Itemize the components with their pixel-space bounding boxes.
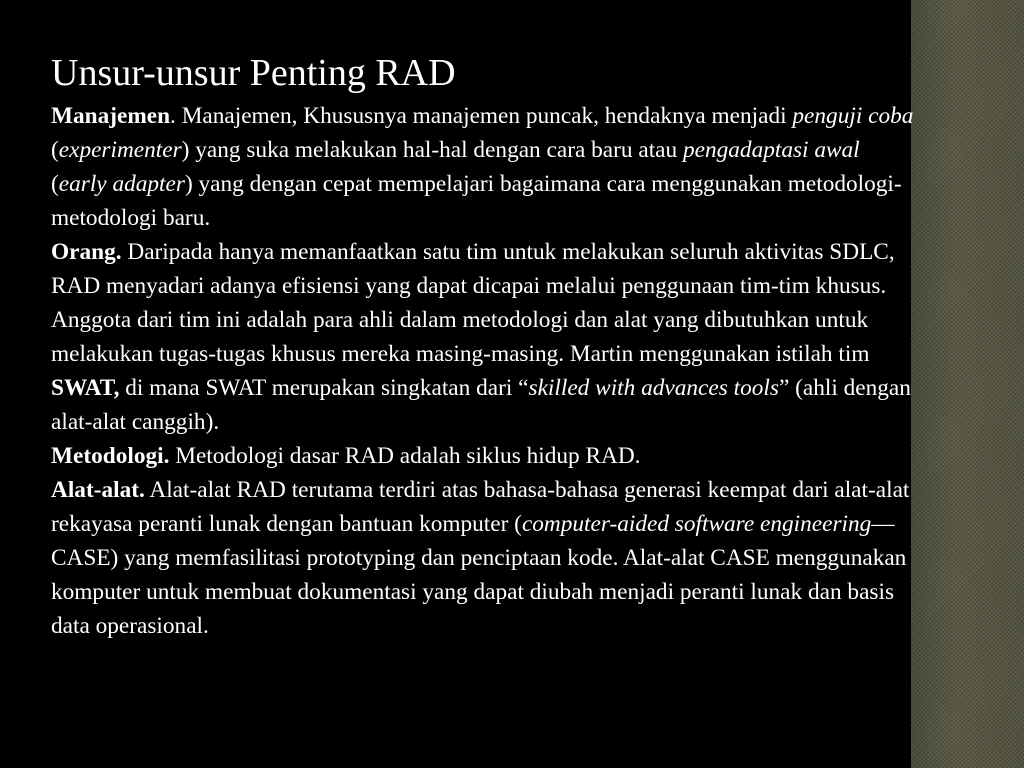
- italic-term: computer-aided software engineering: [521, 511, 872, 537]
- italic-term: early adapter: [58, 171, 185, 197]
- heading-orang: Orang.: [51, 239, 122, 265]
- slide-title: Unsur-unsur Penting RAD: [51, 52, 456, 94]
- italic-term: penguji coba: [792, 103, 914, 129]
- decorative-side-strip: [911, 0, 1024, 768]
- text: ) yang dengan cepat mempelajari bagaimana cara menggunakan metodologi-metodologi baru.: [51, 171, 902, 231]
- text: di mana SWAT merupakan singkatan dari “: [119, 375, 529, 401]
- heading-manajemen: Manajemen: [51, 103, 171, 129]
- heading-alat: Alat-alat.: [51, 477, 145, 503]
- paragraph-manajemen: [51, 99, 919, 235]
- text: —CASE) yang memfasilitasi prototyping dan penciptaan kode. Alat-alat CASE menggunakan komputer untuk membuat dokumentasi yang dapat diubah menjadi peranti lunak dan basis data operasional.: [51, 511, 907, 639]
- paragraph-alat: [51, 473, 919, 643]
- text: ) yang suka melakukan hal-hal dengan cara baru atau: [181, 137, 683, 163]
- bold-term: SWAT,: [51, 375, 120, 401]
- heading-metodologi: Metodologi.: [51, 443, 170, 469]
- italic-term: experimenter: [58, 137, 182, 163]
- text: (: [51, 171, 59, 197]
- italic-term: skilled with advances tools: [528, 375, 779, 401]
- paragraph-metodologi: [51, 439, 919, 473]
- text: Daripada hanya memanfaatkan satu tim untuk melakukan seluruh aktivitas SDLC, RAD menyadari adanya efisiensi yang dapat dicapai melalui penggunaan tim-tim khusus. Anggota dari tim ini adalah para ahli dalam metodologi dan alat yang dibutuhkan untuk melakukan tugas-tugas khusus mereka masing-masing. Martin menggunakan istilah tim: [51, 239, 895, 367]
- slide-content: [51, 50, 919, 643]
- text: ” (ahli dengan alat-alat canggih).: [51, 375, 911, 435]
- text: Alat-alat RAD terutama terdiri atas bahasa-bahasa generasi keempat dari alat-alat rekayasa peranti lunak dengan bantuan komputer (: [51, 477, 910, 537]
- italic-term: pengadaptasi awal: [682, 137, 860, 163]
- text: Metodologi dasar RAD adalah siklus hidup RAD.: [169, 443, 641, 469]
- text: (: [51, 137, 59, 163]
- text: . Manajemen, Khususnya manajemen puncak, hendaknya menjadi: [170, 103, 793, 129]
- paragraph-orang: [51, 235, 919, 439]
